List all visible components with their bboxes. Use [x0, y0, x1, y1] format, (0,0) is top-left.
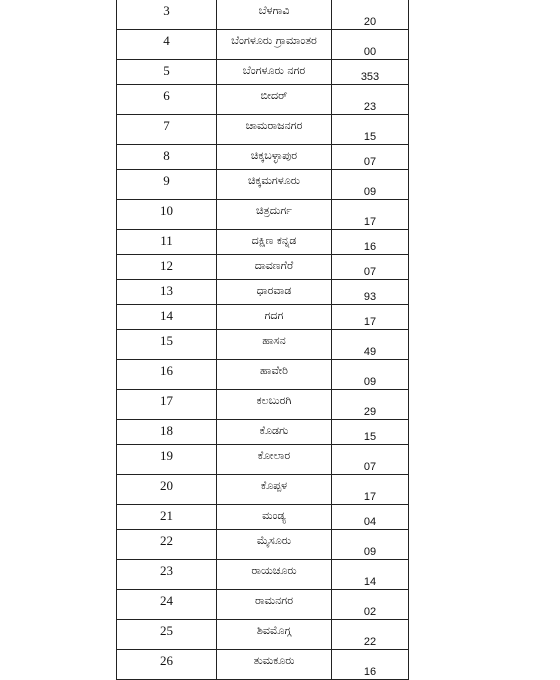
- serial-number: 15: [160, 333, 173, 348]
- count-cell: [332, 115, 409, 145]
- district-count-table: [116, 0, 409, 680]
- count-cell: [332, 170, 409, 200]
- count-value: 15: [363, 131, 377, 143]
- district-name: ತುಮಕೂರು: [253, 654, 295, 667]
- count-cell: [332, 230, 409, 255]
- table-row: [117, 445, 409, 475]
- count-cell: [332, 0, 409, 30]
- count-cell: [332, 390, 409, 420]
- count-cell: [332, 475, 409, 505]
- district-name: ಚಿತ್ರದುರ್ಗ: [256, 204, 292, 217]
- count-value: 16: [363, 666, 377, 678]
- serial-number-cell: [117, 360, 217, 390]
- count-value: 23: [363, 101, 377, 113]
- serial-number: 14: [160, 308, 173, 323]
- serial-number-cell: [117, 620, 217, 650]
- district-name-cell: [217, 390, 332, 420]
- serial-number: 6: [163, 88, 170, 103]
- district-name: ಹಾಸನ: [262, 334, 286, 347]
- count-value: 07: [363, 461, 377, 473]
- count-cell: [332, 445, 409, 475]
- count-cell: [332, 330, 409, 360]
- serial-number: 19: [160, 448, 173, 463]
- count-cell: [332, 560, 409, 590]
- district-name: ಕೊಪ್ಪಳ: [260, 479, 288, 492]
- district-name-cell: [217, 560, 332, 590]
- district-name-cell: [217, 590, 332, 620]
- serial-number: 21: [160, 508, 173, 523]
- serial-number-cell: [117, 255, 217, 280]
- district-name: ಕೊಡಗು: [259, 424, 289, 437]
- count-cell: [332, 650, 409, 680]
- serial-number: 10: [160, 203, 173, 218]
- count-value: 93: [363, 291, 377, 303]
- count-value: 20: [363, 16, 377, 28]
- serial-number-cell: [117, 530, 217, 560]
- count-value: 49: [363, 346, 377, 358]
- count-cell: [332, 360, 409, 390]
- count-value: 17: [363, 216, 377, 228]
- district-name-cell: [217, 475, 332, 505]
- count-cell: [332, 505, 409, 530]
- count-value: 353: [360, 71, 380, 83]
- district-name: ಬೆಂಗಳೂರು ಗ್ರಾಮಾಂತರ: [231, 34, 317, 47]
- district-name-cell: [217, 360, 332, 390]
- district-name-cell: [217, 420, 332, 445]
- district-name: ಗದಗ: [264, 309, 284, 322]
- count-cell: [332, 30, 409, 60]
- table-row: [117, 230, 409, 255]
- serial-number: 16: [160, 363, 173, 378]
- serial-number: 5: [163, 63, 170, 78]
- count-cell: [332, 200, 409, 230]
- district-name: ಬೀದರ್: [260, 89, 288, 102]
- table-row: [117, 85, 409, 115]
- count-value: 07: [363, 156, 377, 168]
- serial-number-cell: [117, 390, 217, 420]
- district-name-cell: [217, 115, 332, 145]
- count-value: 14: [363, 576, 377, 588]
- serial-number: 11: [160, 233, 173, 248]
- table-row: [117, 200, 409, 230]
- count-cell: [332, 60, 409, 85]
- count-value: 16: [363, 241, 377, 253]
- count-value: 17: [363, 491, 377, 503]
- serial-number-cell: [117, 560, 217, 590]
- serial-number: 18: [160, 423, 173, 438]
- serial-number: 4: [163, 33, 170, 48]
- serial-number-cell: [117, 115, 217, 145]
- table-row: [117, 305, 409, 330]
- serial-number: 20: [160, 478, 173, 493]
- serial-number-cell: [117, 200, 217, 230]
- district-name-cell: [217, 620, 332, 650]
- serial-number: 23: [160, 563, 173, 578]
- count-value: 09: [363, 186, 377, 198]
- district-name-cell: [217, 200, 332, 230]
- count-value: 07: [363, 266, 377, 278]
- serial-number-cell: [117, 305, 217, 330]
- district-name: ಚಿಕ್ಕಬಳ್ಳಾಪುರ: [250, 149, 298, 162]
- count-cell: [332, 420, 409, 445]
- district-name-cell: [217, 305, 332, 330]
- serial-number-cell: [117, 420, 217, 445]
- table-row: [117, 0, 409, 30]
- count-value: 17: [363, 316, 377, 328]
- serial-number-cell: [117, 445, 217, 475]
- serial-number: 13: [160, 283, 173, 298]
- district-name-cell: [217, 230, 332, 255]
- district-name: ಬೆಳಗಾವಿ: [258, 4, 290, 17]
- table-row: [117, 390, 409, 420]
- table-row: [117, 420, 409, 445]
- table-row: [117, 590, 409, 620]
- district-name-cell: [217, 445, 332, 475]
- count-value: 09: [363, 376, 377, 388]
- table-row: [117, 530, 409, 560]
- district-name: ಚಿಕ್ಕಮಗಳೂರು: [247, 174, 301, 187]
- count-value: 29: [363, 406, 377, 418]
- district-name-cell: [217, 280, 332, 305]
- district-name: ಮೈಸೂರು: [256, 534, 292, 547]
- serial-number: 17: [160, 393, 173, 408]
- serial-number-cell: [117, 280, 217, 305]
- table-row: [117, 255, 409, 280]
- count-value: 22: [363, 636, 377, 648]
- count-cell: [332, 620, 409, 650]
- serial-number-cell: [117, 590, 217, 620]
- table-row: [117, 30, 409, 60]
- serial-number: 8: [163, 148, 170, 163]
- district-name-cell: [217, 145, 332, 170]
- district-name-cell: [217, 170, 332, 200]
- serial-number-cell: [117, 505, 217, 530]
- district-name: ಧಾರವಾಡ: [256, 284, 292, 297]
- count-value: 09: [363, 546, 377, 558]
- district-name: ದಾವಣಗೆರೆ: [254, 259, 294, 272]
- serial-number: 24: [160, 593, 173, 608]
- serial-number: 26: [160, 653, 173, 668]
- district-name: ಚಾಮರಾಜನಗರ: [245, 119, 303, 132]
- district-name: ಬೆಂಗಳೂರು ನಗರ: [242, 64, 306, 77]
- table-row: [117, 505, 409, 530]
- count-cell: [332, 145, 409, 170]
- serial-number-cell: [117, 475, 217, 505]
- serial-number-cell: [117, 85, 217, 115]
- serial-number: 12: [160, 258, 173, 273]
- count-value: 00: [363, 46, 377, 58]
- count-value: 02: [363, 606, 377, 618]
- serial-number-cell: [117, 145, 217, 170]
- table-row: [117, 650, 409, 680]
- serial-number: 22: [160, 533, 173, 548]
- table-row: [117, 330, 409, 360]
- serial-number-cell: [117, 170, 217, 200]
- serial-number-cell: [117, 230, 217, 255]
- table-row: [117, 475, 409, 505]
- table-row: [117, 170, 409, 200]
- serial-number-cell: [117, 30, 217, 60]
- district-name-cell: [217, 530, 332, 560]
- district-name-cell: [217, 330, 332, 360]
- serial-number-cell: [117, 330, 217, 360]
- serial-number: 7: [163, 118, 170, 133]
- district-name-cell: [217, 85, 332, 115]
- district-name: ಹಾವೇರಿ: [260, 364, 288, 377]
- count-cell: [332, 530, 409, 560]
- district-name: ರಾಮನಗರ: [254, 594, 294, 607]
- table-row: [117, 145, 409, 170]
- district-name: ಮಂಡ್ಯ: [262, 509, 286, 522]
- table-row: [117, 560, 409, 590]
- count-cell: [332, 85, 409, 115]
- count-value: 15: [363, 431, 377, 443]
- district-name-cell: [217, 255, 332, 280]
- serial-number-cell: [117, 650, 217, 680]
- district-name: ದಕ್ಷಿಣ ಕನ್ನಡ: [251, 234, 297, 247]
- count-cell: [332, 280, 409, 305]
- serial-number-cell: [117, 0, 217, 30]
- district-name: ಕಲಬುರಗಿ: [256, 394, 292, 407]
- district-name: ಕೋಲಾರ: [257, 449, 291, 462]
- table-row: [117, 620, 409, 650]
- district-name-cell: [217, 60, 332, 85]
- district-name-cell: [217, 650, 332, 680]
- count-cell: [332, 255, 409, 280]
- serial-number: 3: [163, 3, 170, 18]
- count-cell: [332, 590, 409, 620]
- district-name-cell: [217, 30, 332, 60]
- district-name: ಶಿವಮೊಗ್ಗ: [256, 624, 292, 637]
- serial-number-cell: [117, 60, 217, 85]
- district-name: ರಾಯಚೂರು: [251, 564, 297, 577]
- table-row: [117, 280, 409, 305]
- serial-number: 9: [163, 173, 170, 188]
- table-row: [117, 360, 409, 390]
- district-name-cell: [217, 0, 332, 30]
- serial-number: 25: [160, 623, 173, 638]
- count-value: 04: [363, 516, 377, 528]
- table-row: [117, 60, 409, 85]
- district-name-cell: [217, 505, 332, 530]
- table-row: [117, 115, 409, 145]
- count-cell: [332, 305, 409, 330]
